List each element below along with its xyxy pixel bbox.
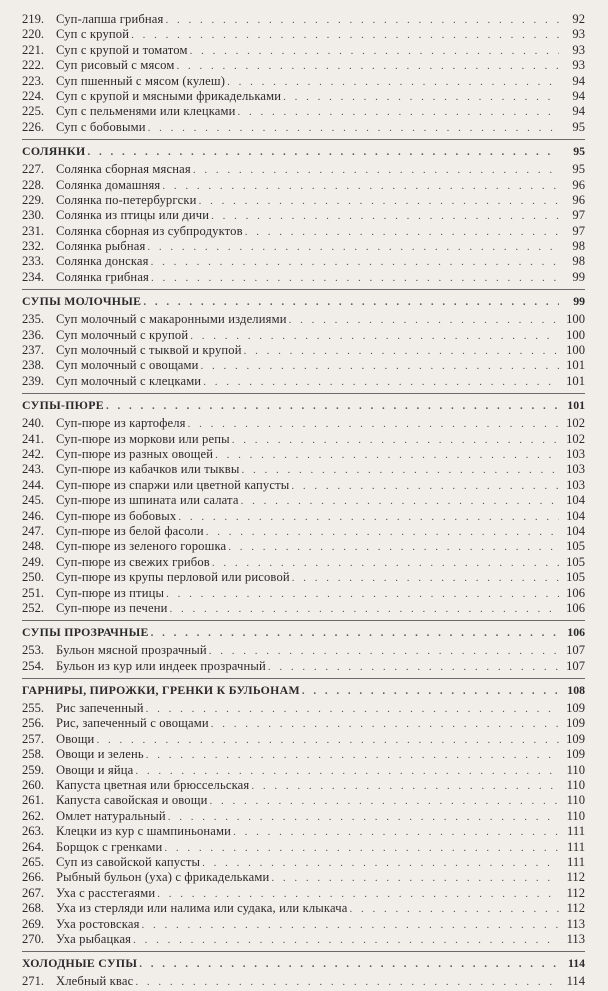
leader-dots <box>146 748 559 763</box>
section-title: ХОЛОДНЫЕ СУПЫ <box>22 956 138 971</box>
leader-dots <box>268 660 559 675</box>
entry-page-number: 114 <box>566 974 585 989</box>
entry-title: Омлет натуральный <box>56 808 166 823</box>
entry-page-number: 97 <box>572 223 585 238</box>
entry-page-number: 110 <box>566 808 585 823</box>
entry-title: Суп-пюре из зеленого горошка <box>56 539 227 554</box>
section-page-number: 114 <box>567 956 585 971</box>
section-divider <box>22 951 585 952</box>
entry-title: Капуста савойская и овощи <box>56 793 208 808</box>
entry-page-number: 99 <box>572 269 585 284</box>
section-heading[interactable] <box>22 682 585 698</box>
toc-entry[interactable] <box>22 732 585 747</box>
toc-entry[interactable] <box>22 43 585 58</box>
leader-dots <box>131 28 559 43</box>
entry-page-number: 111 <box>567 839 585 854</box>
leader-dots <box>244 344 559 359</box>
entry-title: Суп молочный с макаронными изделиями <box>56 312 287 327</box>
toc-entry[interactable] <box>22 270 585 285</box>
entry-page-number: 98 <box>572 239 585 254</box>
entry-title: Суп с крупой <box>56 27 130 42</box>
toc-entry[interactable] <box>22 358 585 373</box>
section-divider <box>22 139 585 140</box>
entry-page-number: 101 <box>566 373 585 388</box>
section-heading[interactable] <box>22 143 585 159</box>
entry-title: Солянка сборная из субпродуктов <box>56 223 243 238</box>
leader-dots <box>147 240 559 255</box>
entry-title: Солянка домашняя <box>56 177 161 192</box>
entry-title: Борщок с гренками <box>56 839 163 854</box>
entry-number: 227. <box>22 162 45 177</box>
section-divider <box>22 620 585 621</box>
leader-dots <box>292 571 559 586</box>
leader-dots <box>190 329 559 344</box>
entry-title: Солянка рыбная <box>56 239 146 254</box>
toc-entry[interactable] <box>22 312 585 327</box>
entry-title: Суп-пюре из белой фасоли <box>56 523 204 538</box>
leader-dots <box>135 975 559 990</box>
toc-entry[interactable] <box>22 524 585 539</box>
entry-number: 252. <box>22 600 45 615</box>
entry-number: 237. <box>22 343 45 358</box>
entry-number: 262. <box>22 808 45 823</box>
toc-entry[interactable] <box>22 58 585 73</box>
leader-dots <box>151 271 559 286</box>
leader-dots <box>166 587 559 602</box>
entry-page-number: 107 <box>566 643 585 658</box>
entry-page-number: 100 <box>566 312 585 327</box>
entry-number: 239. <box>22 373 45 388</box>
entry-number: 259. <box>22 762 45 777</box>
entry-title: Суп-пюре из свежих грибов <box>56 554 210 569</box>
entry-page-number: 93 <box>572 42 585 57</box>
entry-number: 233. <box>22 254 45 269</box>
entry-number: 220. <box>22 27 45 42</box>
leader-dots <box>227 75 559 90</box>
leader-dots <box>143 294 559 310</box>
entry-page-number: 101 <box>566 358 585 373</box>
toc-entry[interactable] <box>22 840 585 855</box>
entry-title: Суп пшенный с мясом (кулеш) <box>56 73 226 88</box>
entry-title: Солянка из птицы или дичи <box>56 208 210 223</box>
entry-page-number: 105 <box>566 570 585 585</box>
entry-number: 263. <box>22 824 45 839</box>
toc-entry[interactable] <box>22 570 585 585</box>
entry-title: Хлебный квас <box>56 974 134 989</box>
entry-title: Солянка грибная <box>56 269 149 284</box>
toc-entry[interactable] <box>22 917 585 932</box>
entry-page-number: 92 <box>572 12 585 26</box>
entry-page-number: 96 <box>572 192 585 207</box>
entry-title: Капуста цветная или брюссельская <box>56 778 250 793</box>
entry-number: 251. <box>22 585 45 600</box>
section-heading[interactable] <box>22 624 585 640</box>
entry-page-number: 112 <box>566 901 585 916</box>
entry-page-number: 96 <box>572 177 585 192</box>
leader-dots <box>215 448 559 463</box>
entry-number: 261. <box>22 793 45 808</box>
toc-entry[interactable] <box>22 478 585 493</box>
leader-dots <box>291 479 559 494</box>
toc-entry[interactable] <box>22 809 585 824</box>
leader-dots <box>241 494 559 509</box>
toc-entry[interactable] <box>22 886 585 901</box>
toc-entry[interactable] <box>22 539 585 554</box>
toc-entry[interactable] <box>22 343 585 358</box>
toc-entry[interactable] <box>22 462 585 477</box>
section-title: СУПЫ ПРОЗРАЧНЫЕ <box>22 625 149 640</box>
entry-page-number: 94 <box>572 88 585 103</box>
leader-dots <box>176 59 559 74</box>
leader-dots <box>211 717 559 732</box>
entry-page-number: 104 <box>566 523 585 538</box>
entry-number: 232. <box>22 239 45 254</box>
leader-dots <box>271 871 559 886</box>
toc-entry[interactable] <box>22 224 585 239</box>
entry-page-number: 103 <box>566 477 585 492</box>
entry-page-number: 93 <box>572 58 585 73</box>
leader-dots <box>151 255 559 270</box>
entry-number: 219. <box>22 12 45 26</box>
toc-entry[interactable] <box>22 793 585 808</box>
toc-entry[interactable] <box>22 855 585 870</box>
entry-page-number: 105 <box>566 554 585 569</box>
toc-entry[interactable] <box>22 932 585 947</box>
toc-entry[interactable] <box>22 120 585 135</box>
entry-title: Суп-пюре из птицы <box>56 585 165 600</box>
leader-dots <box>241 463 559 478</box>
toc-entry[interactable] <box>22 643 585 658</box>
entry-number: 228. <box>22 177 45 192</box>
entry-title: Суп рисовый с мясом <box>56 58 175 73</box>
entry-page-number: 106 <box>566 600 585 615</box>
entry-title: Суп-пюре из разных овощей <box>56 446 214 461</box>
entry-number: 260. <box>22 778 45 793</box>
entry-title: Суп молочный с крупой <box>56 327 189 342</box>
leader-dots <box>283 90 559 105</box>
entry-page-number: 94 <box>572 73 585 88</box>
leader-dots <box>210 794 560 809</box>
leader-dots <box>162 179 559 194</box>
entry-title: Солянка донская <box>56 254 149 269</box>
entry-number: 236. <box>22 327 45 342</box>
entry-number: 242. <box>22 446 45 461</box>
entry-number: 264. <box>22 839 45 854</box>
toc-entry[interactable] <box>22 901 585 916</box>
entry-number: 256. <box>22 716 45 731</box>
toc-entry[interactable] <box>22 493 585 508</box>
entry-title: Рис, запеченный с овощами <box>56 716 209 731</box>
leader-dots <box>233 825 559 840</box>
entry-title: Суп-пюре из печени <box>56 600 168 615</box>
leader-dots <box>193 163 559 178</box>
entry-title: Уха ростовская <box>56 916 140 931</box>
leader-dots <box>169 602 559 617</box>
entry-number: 231. <box>22 223 45 238</box>
section-title: СУПЫ МОЛОЧНЫЕ <box>22 294 142 309</box>
leader-dots <box>201 359 559 374</box>
toc-entry[interactable] <box>22 586 585 601</box>
entry-page-number: 93 <box>572 27 585 42</box>
entry-number: 243. <box>22 462 45 477</box>
entry-title: Рис запеченный <box>56 701 144 716</box>
leader-dots <box>148 121 559 136</box>
entry-number: 226. <box>22 119 45 134</box>
entry-title: Овощи и яйца <box>56 762 134 777</box>
entry-title: Овощи <box>56 731 95 746</box>
leader-dots <box>209 644 559 659</box>
entry-number: 238. <box>22 358 45 373</box>
entry-number: 258. <box>22 747 45 762</box>
leader-dots <box>168 810 559 825</box>
entry-title: Суп с пельменями или клецками <box>56 104 236 119</box>
entry-page-number: 98 <box>572 254 585 269</box>
entry-title: Суп молочный с клецками <box>56 373 202 388</box>
entry-title: Уха из стерляди или налима или судака, или клыкача <box>56 901 348 916</box>
entry-number: 245. <box>22 493 45 508</box>
section-title: СОЛЯНКИ <box>22 144 86 159</box>
entry-page-number: 94 <box>572 104 585 119</box>
toc-entry[interactable] <box>22 870 585 885</box>
entry-number: 244. <box>22 477 45 492</box>
entry-page-number: 107 <box>566 658 585 673</box>
section-page-number: 108 <box>567 683 585 698</box>
toc-entry[interactable] <box>22 763 585 778</box>
leader-dots <box>135 764 559 779</box>
entry-page-number: 106 <box>566 585 585 600</box>
entry-title: Суп-пюре из моркови или репы <box>56 431 230 446</box>
entry-page-number: 103 <box>566 462 585 477</box>
leader-dots <box>165 13 559 28</box>
entry-page-number: 97 <box>572 208 585 223</box>
entry-page-number: 113 <box>566 916 585 931</box>
leader-dots <box>251 779 559 794</box>
entry-title: Солянка по-петербургски <box>56 192 197 207</box>
entry-title: Суп-пюре из крупы перловой или рисовой <box>56 570 290 585</box>
entry-number: 250. <box>22 570 45 585</box>
entry-page-number: 111 <box>567 824 585 839</box>
toc-entry[interactable] <box>22 254 585 269</box>
entry-number: 266. <box>22 870 45 885</box>
toc-entry[interactable] <box>22 74 585 89</box>
entry-title: Суп-пюре из спаржи или цветной капусты <box>56 477 290 492</box>
entry-title: Суп-лапша грибная <box>56 12 164 26</box>
entry-title: Овощи и зелень <box>56 747 144 762</box>
toc-entry[interactable] <box>22 601 585 616</box>
section-title: ГАРНИРЫ, ПИРОЖКИ, ГРЕНКИ К БУЛЬОНАМ <box>22 683 300 698</box>
section-divider <box>22 289 585 290</box>
entry-page-number: 110 <box>566 793 585 808</box>
section-title: СУПЫ-ПЮРЕ <box>22 398 104 413</box>
toc-entry[interactable] <box>22 555 585 570</box>
leader-dots <box>289 313 559 328</box>
entry-page-number: 110 <box>566 762 585 777</box>
leader-dots <box>211 209 559 224</box>
section-page-number: 95 <box>573 144 585 159</box>
entry-page-number: 112 <box>566 885 585 900</box>
entry-page-number: 103 <box>566 446 585 461</box>
entry-number: 257. <box>22 731 45 746</box>
entry-number: 223. <box>22 73 45 88</box>
toc-entry[interactable] <box>22 104 585 119</box>
toc-entry[interactable] <box>22 778 585 793</box>
toc-entry[interactable] <box>22 27 585 42</box>
entry-title: Суп-пюре из картофеля <box>56 416 186 431</box>
leader-dots <box>212 556 559 571</box>
entry-number: 224. <box>22 88 45 103</box>
leader-dots <box>96 733 559 748</box>
toc-entry[interactable] <box>22 447 585 462</box>
toc-entry[interactable] <box>22 432 585 447</box>
section-page-number: 101 <box>567 398 585 413</box>
toc-entry[interactable] <box>22 824 585 839</box>
entry-number: 267. <box>22 885 45 900</box>
toc-entry[interactable] <box>22 416 585 431</box>
leader-dots <box>164 841 559 856</box>
entry-page-number: 110 <box>566 778 585 793</box>
toc-entry[interactable] <box>22 701 585 716</box>
entry-title: Суп с бобовыми <box>56 119 146 134</box>
leader-dots <box>106 398 559 414</box>
entry-title: Суп с крупой и мясными фрикадельками <box>56 88 282 103</box>
entry-title: Клецки из кур с шампиньонами <box>56 824 232 839</box>
leader-dots <box>245 225 559 240</box>
entry-number: 269. <box>22 916 45 931</box>
entry-title: Уха рыбацкая <box>56 931 132 946</box>
entry-number: 234. <box>22 269 45 284</box>
entry-title: Солянка сборная мясная <box>56 162 191 177</box>
leader-dots <box>133 933 559 948</box>
entry-title: Суп молочный с овощами <box>56 358 199 373</box>
table-of-contents <box>22 12 585 990</box>
entry-title: Суп из савойской капусты <box>56 854 201 869</box>
entry-number: 248. <box>22 539 45 554</box>
entry-page-number: 109 <box>566 747 585 762</box>
entry-number: 222. <box>22 58 45 73</box>
section-heading[interactable] <box>22 397 585 413</box>
entry-title: Бульон мясной прозрачный <box>56 643 207 658</box>
leader-dots <box>87 144 559 160</box>
entry-number: 247. <box>22 523 45 538</box>
leader-dots <box>151 625 559 641</box>
entry-number: 268. <box>22 901 45 916</box>
leader-dots <box>178 510 559 525</box>
leader-dots <box>206 525 559 540</box>
section-heading[interactable] <box>22 955 585 971</box>
entry-page-number: 109 <box>566 701 585 716</box>
entry-page-number: 104 <box>566 493 585 508</box>
toc-entry[interactable] <box>22 716 585 731</box>
section-divider <box>22 678 585 679</box>
section-page-number: 99 <box>573 294 585 309</box>
leader-dots <box>349 902 559 917</box>
leader-dots <box>157 887 559 902</box>
entry-number: 270. <box>22 931 45 946</box>
entry-page-number: 109 <box>566 731 585 746</box>
section-heading[interactable] <box>22 293 585 309</box>
leader-dots <box>139 956 559 972</box>
entry-number: 235. <box>22 312 45 327</box>
entry-number: 225. <box>22 104 45 119</box>
entry-number: 240. <box>22 416 45 431</box>
toc-entry[interactable] <box>22 178 585 193</box>
toc-entry[interactable] <box>22 162 585 177</box>
toc-entry[interactable] <box>22 659 585 674</box>
entry-title: Суп-пюре из шпината или салата <box>56 493 239 508</box>
entry-title: Суп-пюре из бобовых <box>56 508 177 523</box>
leader-dots <box>238 105 559 120</box>
toc-entry[interactable] <box>22 89 585 104</box>
entry-number: 230. <box>22 208 45 223</box>
entry-title: Бульон из кур или индеек прозрачный <box>56 658 266 673</box>
entry-title: Рыбный бульон (уха) с фрикадельками <box>56 870 270 885</box>
leader-dots <box>142 918 559 933</box>
entry-page-number: 112 <box>566 870 585 885</box>
leader-dots <box>188 417 559 432</box>
leader-dots <box>228 540 559 555</box>
toc-entry[interactable] <box>22 208 585 223</box>
entry-number: 221. <box>22 42 45 57</box>
entry-page-number: 100 <box>566 327 585 342</box>
entry-page-number: 100 <box>566 343 585 358</box>
toc-entry[interactable] <box>22 193 585 208</box>
entry-page-number: 105 <box>566 539 585 554</box>
leader-dots <box>199 194 559 209</box>
toc-entry[interactable] <box>22 12 585 27</box>
entry-number: 253. <box>22 643 45 658</box>
entry-number: 246. <box>22 508 45 523</box>
toc-entry[interactable] <box>22 239 585 254</box>
entry-title: Суп-пюре из кабачков или тыквы <box>56 462 240 477</box>
leader-dots <box>302 683 559 699</box>
toc-entry[interactable] <box>22 974 585 989</box>
leader-dots <box>146 702 559 717</box>
section-divider <box>22 393 585 394</box>
entry-page-number: 113 <box>566 931 585 946</box>
toc-entry[interactable] <box>22 509 585 524</box>
section-page-number: 106 <box>567 625 585 640</box>
entry-number: 271. <box>22 974 45 989</box>
entry-number: 255. <box>22 701 45 716</box>
entry-number: 254. <box>22 658 45 673</box>
entry-page-number: 111 <box>567 854 585 869</box>
entry-title: Суп молочный с тыквой и крупой <box>56 343 242 358</box>
leader-dots <box>232 433 559 448</box>
entry-page-number: 104 <box>566 508 585 523</box>
entry-number: 229. <box>22 192 45 207</box>
entry-number: 265. <box>22 854 45 869</box>
entry-number: 249. <box>22 554 45 569</box>
entry-page-number: 102 <box>566 416 585 431</box>
entry-page-number: 102 <box>566 431 585 446</box>
entry-title: Суп с крупой и томатом <box>56 42 188 57</box>
leader-dots <box>203 375 559 390</box>
entry-page-number: 95 <box>572 162 585 177</box>
leader-dots <box>190 44 559 59</box>
entry-page-number: 95 <box>572 119 585 134</box>
entry-page-number: 109 <box>566 716 585 731</box>
leader-dots <box>202 856 559 871</box>
entry-number: 241. <box>22 431 45 446</box>
entry-title: Уха с расстегаями <box>56 885 156 900</box>
toc-entry[interactable] <box>22 374 585 389</box>
toc-entry[interactable] <box>22 328 585 343</box>
toc-entry[interactable] <box>22 747 585 762</box>
